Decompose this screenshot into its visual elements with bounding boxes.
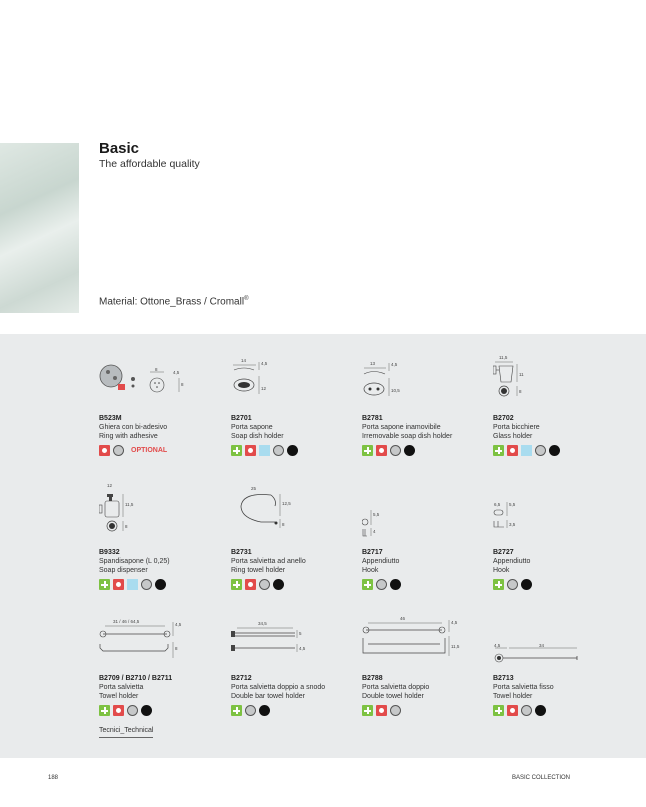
finish-black-icon xyxy=(273,579,284,590)
page-number: 188 xyxy=(48,775,59,781)
finish-green-icon xyxy=(493,705,504,716)
product-drawing xyxy=(362,618,462,670)
product-drawing xyxy=(362,358,462,410)
product-code: B2727 xyxy=(493,549,514,556)
product-desc-it: Porta bicchiere xyxy=(493,424,540,431)
product-drawing xyxy=(231,358,331,410)
finish-green-icon xyxy=(99,705,110,716)
product-desc-en: Towel holder xyxy=(493,693,533,700)
dimension-label: 4,5 xyxy=(494,643,501,648)
product-card xyxy=(493,618,625,716)
product-code: B2781 xyxy=(362,415,383,422)
product-drawing xyxy=(99,358,199,410)
technical-link[interactable]: Tecnici_Technical xyxy=(99,727,153,738)
product-desc-it: Appendiutto xyxy=(362,558,400,565)
product-drawing xyxy=(362,492,462,544)
finish-swatches xyxy=(362,579,494,590)
product-code: B2788 xyxy=(362,675,383,682)
dimension-label: 8 xyxy=(181,382,184,387)
finish-green-icon xyxy=(99,579,110,590)
dimension-label: 11,5 xyxy=(125,502,134,507)
product-card xyxy=(493,355,625,456)
finish-red-icon xyxy=(113,579,124,590)
finish-swatches xyxy=(231,705,363,716)
finish-red-icon xyxy=(507,445,518,456)
product-code: B2712 xyxy=(231,675,252,682)
product-card xyxy=(362,618,494,716)
dimension-label: 31 / 46 / 64,5 xyxy=(113,619,140,624)
dimension-label: 5 xyxy=(299,631,302,636)
finish-chrome-icon xyxy=(141,579,152,590)
product-desc-it: Porta salvietta doppio xyxy=(362,684,430,691)
finish-cyan-icon xyxy=(521,445,532,456)
product-card xyxy=(493,492,625,590)
product-code: B523M xyxy=(99,415,122,422)
finish-chrome-icon xyxy=(376,579,387,590)
finish-chrome-icon xyxy=(127,705,138,716)
product-code: B2701 xyxy=(231,415,252,422)
dimension-label: 4 xyxy=(373,529,376,534)
product-drawing xyxy=(493,355,593,410)
finish-green-icon xyxy=(493,445,504,456)
finish-black-icon xyxy=(287,445,298,456)
dimension-label: 4,5 xyxy=(299,646,306,651)
finish-chrome-icon xyxy=(507,579,518,590)
towel-bar-drawing-icon xyxy=(99,618,199,670)
product-card xyxy=(99,618,231,716)
page-title: Basic xyxy=(99,140,140,157)
material-label: Material: Ottone_Brass / Cromall xyxy=(99,296,245,308)
finish-swatches xyxy=(493,579,625,590)
finish-swatches xyxy=(493,705,625,716)
product-card xyxy=(99,358,231,456)
dimension-label: 10,5 xyxy=(391,388,400,393)
ring-adhesive-drawing-icon xyxy=(99,358,199,410)
product-desc-en: Ring with adhesive xyxy=(99,433,158,440)
finish-black-icon xyxy=(404,445,415,456)
product-card xyxy=(231,358,363,456)
product-desc-it: Porta sapone inamovibile xyxy=(362,424,441,431)
double-towel-holder-drawing-icon xyxy=(362,618,462,670)
finish-green-icon xyxy=(362,445,373,456)
product-desc-en: Double bar towel holder xyxy=(231,693,305,700)
finish-black-icon xyxy=(141,705,152,716)
finish-cyan-icon xyxy=(259,445,270,456)
dimension-label: 4,5 xyxy=(261,361,268,366)
product-desc-en: Double towel holder xyxy=(362,693,424,700)
dimension-label: 4,5 xyxy=(175,622,182,627)
finish-red-icon xyxy=(245,579,256,590)
finish-swatches xyxy=(231,445,363,456)
product-desc-it: Porta sapone xyxy=(231,424,273,431)
collection-name: BASIC COLLECTION xyxy=(512,775,571,781)
finish-chrome-icon xyxy=(390,445,401,456)
finish-green-icon xyxy=(231,445,242,456)
product-code: B2702 xyxy=(493,415,514,422)
dimension-label: 3,5 xyxy=(509,522,516,527)
product-desc-it: Spandisapone (L 0,25) xyxy=(99,558,170,565)
finish-chrome-icon xyxy=(535,445,546,456)
square-hook-drawing-icon xyxy=(493,492,593,544)
product-desc-en: Hook xyxy=(362,567,379,574)
finish-green-icon xyxy=(362,705,373,716)
finish-chrome-icon xyxy=(390,705,401,716)
finish-swatches xyxy=(493,445,625,456)
finish-chrome-icon xyxy=(245,705,256,716)
product-code: B9332 xyxy=(99,549,120,556)
glass-holder-drawing-icon xyxy=(493,358,593,410)
material-line xyxy=(99,296,248,307)
double-bar-towel-holder-drawing-icon xyxy=(231,618,331,670)
product-desc-en: Irremovable soap dish holder xyxy=(362,433,453,440)
dimension-label: 14 xyxy=(241,358,247,363)
product-card xyxy=(362,492,494,590)
finish-black-icon xyxy=(521,579,532,590)
product-drawing xyxy=(493,492,593,544)
dimension-label: 11,5 xyxy=(451,644,460,649)
soap-dish-drawing-icon xyxy=(231,358,331,410)
finish-cyan-icon xyxy=(127,579,138,590)
hook-drawing-icon xyxy=(362,492,462,544)
dimension-label: 12 xyxy=(261,386,267,391)
finish-red-icon xyxy=(113,705,124,716)
dimension-label: 5,5 xyxy=(373,512,380,517)
dimension-label: 8 xyxy=(175,646,178,651)
product-photo xyxy=(0,143,79,313)
product-drawing xyxy=(231,486,331,544)
finish-chrome-icon xyxy=(259,579,270,590)
dimension-label: 11 xyxy=(519,372,524,377)
product-code: B2713 xyxy=(493,675,514,682)
dimension-label: 12,5 xyxy=(282,501,291,506)
finish-swatches xyxy=(362,445,494,456)
product-desc-it: Porta salvietta fisso xyxy=(493,684,554,691)
finish-chrome-icon xyxy=(521,705,532,716)
product-desc-it: Appendiutto xyxy=(493,558,531,565)
soap-dispenser-drawing-icon xyxy=(99,492,199,544)
page-subtitle: The affordable quality xyxy=(99,158,200,170)
product-desc-en: Hook xyxy=(493,567,510,574)
dimension-label: 5,5 xyxy=(509,502,516,507)
product-drawing xyxy=(231,618,331,670)
finish-green-icon xyxy=(231,579,242,590)
product-desc-en: Glass holder xyxy=(493,433,533,440)
product-desc-it: Ghiera con bi-adesivo xyxy=(99,424,168,431)
product-code: B2731 xyxy=(231,549,252,556)
finish-green-icon xyxy=(231,705,242,716)
finish-black-icon xyxy=(535,705,546,716)
product-desc-en: Ring towel holder xyxy=(231,567,286,574)
product-card xyxy=(231,618,363,716)
finish-red-icon xyxy=(507,705,518,716)
product-card xyxy=(99,483,231,590)
irremovable-soap-dish-drawing-icon xyxy=(362,358,462,410)
dimension-label: 12 xyxy=(107,483,113,488)
dimension-label: 34 xyxy=(539,643,545,648)
product-card xyxy=(362,358,494,456)
finish-chrome-icon xyxy=(113,445,124,456)
finish-swatches xyxy=(99,445,231,456)
product-card xyxy=(231,486,363,590)
dimension-label: 34,5 xyxy=(258,621,267,626)
optional-label: OPTIONAL xyxy=(131,447,168,454)
product-drawing xyxy=(493,618,593,670)
dimension-label: 4,5 xyxy=(173,370,180,375)
product-desc-it: Porta salvietta xyxy=(99,684,144,691)
finish-swatches xyxy=(99,705,231,716)
finish-black-icon xyxy=(390,579,401,590)
finish-green-icon xyxy=(493,579,504,590)
registered-mark: ® xyxy=(244,296,249,302)
finish-black-icon xyxy=(259,705,270,716)
finish-swatches xyxy=(99,579,231,590)
finish-green-icon xyxy=(362,579,373,590)
finish-red-icon xyxy=(99,445,110,456)
product-code: B2717 xyxy=(362,549,383,556)
product-desc-it: Porta salvietta doppio a snodo xyxy=(231,684,326,691)
finish-black-icon xyxy=(549,445,560,456)
product-drawing xyxy=(99,618,199,670)
dimension-label: 6,5 xyxy=(494,502,501,507)
dimension-label: 11,5 xyxy=(499,355,508,360)
product-desc-en: Towel holder xyxy=(99,693,139,700)
dimension-label: 8 xyxy=(125,524,128,529)
dimension-label: 8 xyxy=(519,389,522,394)
finish-black-icon xyxy=(155,579,166,590)
finish-red-icon xyxy=(245,445,256,456)
finish-red-icon xyxy=(376,705,387,716)
finish-chrome-icon xyxy=(273,445,284,456)
dimension-label: 8 xyxy=(155,367,158,372)
dimension-label: 25 xyxy=(251,486,257,491)
product-code: B2709 / B2710 / B2711 xyxy=(99,675,173,682)
finish-swatches xyxy=(362,705,494,716)
product-desc-en: Soap dispenser xyxy=(99,567,148,574)
product-desc-it: Porta salvietta ad anello xyxy=(231,558,306,565)
dimension-label: 13 xyxy=(370,361,376,366)
ring-towel-holder-drawing-icon xyxy=(231,492,331,544)
dimension-label: 8 xyxy=(282,522,285,527)
dimension-label: 4,5 xyxy=(451,620,458,625)
dimension-label: 4,5 xyxy=(391,362,398,367)
finish-swatches xyxy=(231,579,363,590)
product-drawing xyxy=(99,483,199,544)
dimension-label: 46 xyxy=(400,616,406,621)
product-desc-en: Soap dish holder xyxy=(231,433,284,440)
finish-red-icon xyxy=(376,445,387,456)
